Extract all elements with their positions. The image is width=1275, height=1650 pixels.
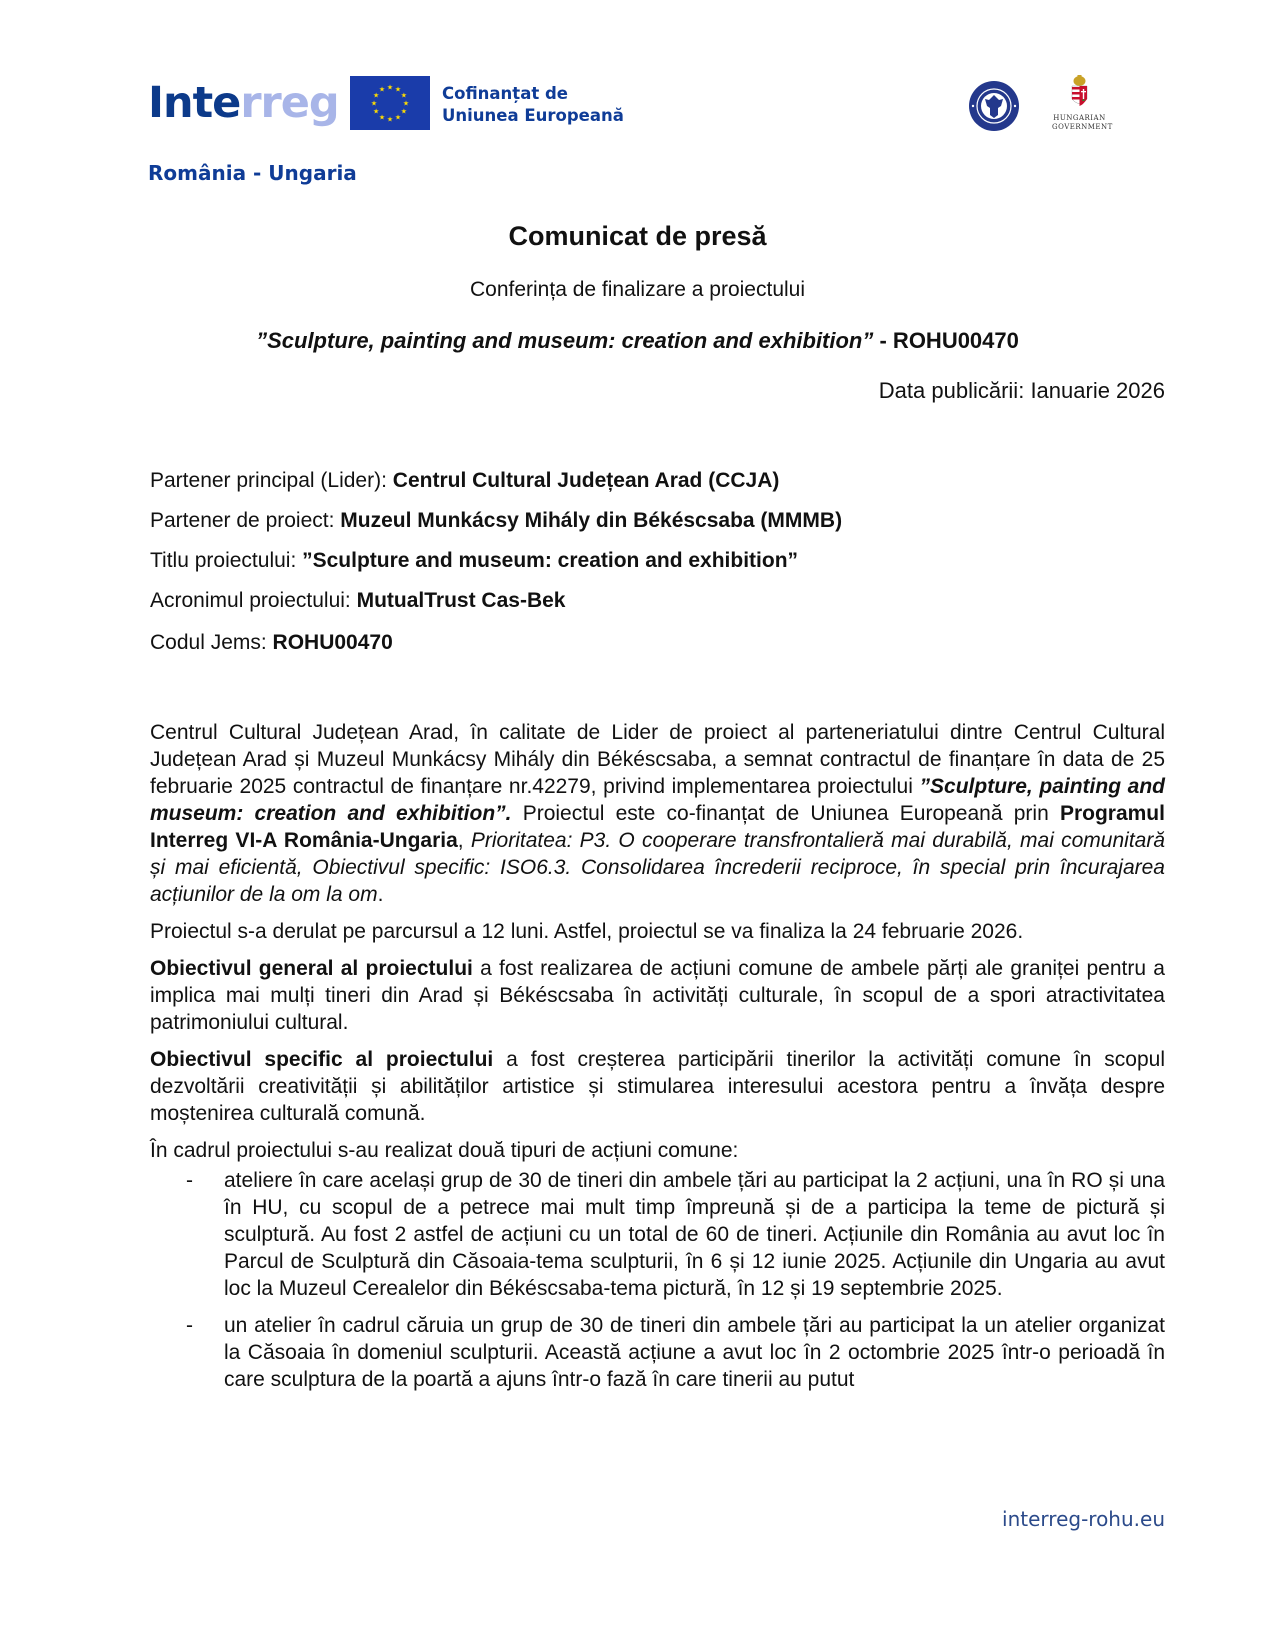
interreg-logo-part: Inte (148, 78, 241, 128)
eu-star-icon: ★ (370, 100, 378, 108)
list-item (150, 1167, 1165, 1302)
bullet-marker: - (186, 1169, 193, 1192)
text-run: , (457, 829, 471, 852)
project-title-emphasis: ”Sculpture, painting and museum: creation and exhibition”. (150, 775, 1165, 825)
eu-star-icon: ★ (394, 86, 402, 94)
project-code: - ROHU00470 (873, 328, 1019, 353)
interreg-logo (148, 78, 339, 128)
eu-star-icon: ★ (378, 86, 386, 94)
romanian-government-logo-icon (968, 80, 1020, 132)
list-item-text: ateliere în care același grup de 30 de tineri din ambele țări au participat la 2 acțiuni, una în RO și una în HU, cu scopul de a petrece mai mult timp împreună și de a participa la teme de pictură și sculptură. Au fost 2 astfel de acțiuni cu un total de 60 de tineri. Acțiunile din România au avut loc în Parcul de Sculptură din Căsoaia-tema sculpturii, în 6 și 12 iunie 2025. Acțiunile din Ungaria au avut loc la Muzeul Cerealelor din Békéscsaba-tema pictură, în 12 și 19 septembrie 2025. (224, 1169, 1165, 1300)
info-value: ”Sculpture and museum: creation and exhibition” (302, 549, 799, 572)
info-jems-code (150, 631, 393, 655)
text-run: Proiectul este co-finanțat de Uniunea Europeană prin (511, 802, 1060, 825)
interreg-logo-part: eg (280, 78, 339, 128)
publication-date-value: Ianuarie 2026 (1030, 378, 1165, 403)
bullet-marker: - (186, 1314, 193, 1337)
info-value: Muzeul Munkácsy Mihály din Békéscsaba (MMMB) (340, 509, 843, 532)
info-lead-partner (150, 469, 779, 493)
interreg-logo-part: rr (240, 78, 281, 128)
info-value: MutualTrust Cas-Bek (356, 589, 566, 612)
info-label: Partener de proiect: (150, 509, 341, 532)
program-name: Programul Interreg VI-A România-Ungaria (150, 802, 1165, 852)
info-value: ROHU00470 (272, 631, 393, 654)
info-label: Acronimul proiectului: (150, 589, 357, 612)
info-project-partner (150, 509, 842, 533)
paragraph-general-objective (150, 955, 1165, 1036)
text-run: . (377, 883, 384, 906)
eu-star-icon: ★ (386, 116, 394, 124)
eu-star-icon: ★ (372, 92, 380, 100)
info-label: Codul Jems: (150, 631, 273, 654)
info-value: Centrul Cultural Județean Arad (CCJA) (392, 469, 780, 492)
eu-star-icon: ★ (394, 114, 402, 122)
publication-date-label: Data publicării (878, 378, 1019, 403)
eu-star-icon: ★ (372, 108, 380, 116)
specific-objective-label: Obiectivul specific al proiectului (150, 1048, 494, 1071)
text-run: Centrul Cultural Județean Arad, în calitate de Lider de proiect al parteneriatului dintre Centrul Cultural Județean Arad și Muzeul Munkácsy Mihály din Békéscsaba, a semnat contractul de finanțare în data de 25 februarie 2025 contractul de finanțare nr.42279, privind implementarea proiectului (150, 721, 1165, 798)
hu-gov-line-2: GOVERNMENT (1052, 123, 1113, 131)
priority-objective: Prioritatea: P3. O cooperare transfrontalieră mai durabilă, mai comunitară și mai eficientă, Obiectivul specific: ISO6.3. Consolidarea încrederii reciproce, în special prin încurajarea acțiunilor de la om la om (150, 829, 1165, 906)
eu-star-icon: ★ (400, 92, 408, 100)
info-label: Titlu proiectului: (150, 549, 303, 572)
info-acronym (150, 589, 565, 613)
paragraph-intro (150, 719, 1165, 908)
body-text (150, 719, 1165, 1174)
text-run: a fost realizarea de acțiuni comune de ambele părți ale graniței pentru a implica mai mulți tineri din Arad și Békéscsaba în activități culturale, în scopul de a spori atractivitatea patrimoniului cultural. (150, 957, 1165, 1034)
publication-date-separator: : (1018, 378, 1031, 403)
footer-website-link[interactable]: interreg-rohu.eu (1002, 1507, 1165, 1531)
eu-cofinancing-label (442, 83, 624, 127)
paragraph-duration: Proiectul s-a derulat pe parcursul a 12 luni. Astfel, proiectul se va finaliza la 24 februarie 2026. (150, 920, 1024, 943)
eu-star-icon: ★ (402, 100, 410, 108)
actions-list (150, 1167, 1165, 1403)
hu-gov-line-1: HUNGARIAN (1053, 114, 1106, 122)
subtitle: Conferința de finalizare a proiectului (469, 278, 806, 301)
text-run: a fost creșterea participării tinerilor la activități comune în scopul dezvoltării creativității și abilităților artistice și stimularea interesului acestora pentru a învăța despre moștenirea culturală comună. (150, 1048, 1165, 1125)
project-title-line (0, 328, 1275, 354)
list-item (150, 1312, 1165, 1393)
publication-date (879, 378, 1165, 404)
eu-line-2: Uniunea Europeană (442, 106, 624, 125)
hungarian-coat-of-arms-icon (1052, 75, 1107, 109)
page-title: Comunicat de presă (508, 221, 767, 251)
eu-star-icon: ★ (400, 108, 408, 116)
info-project-title (150, 549, 798, 573)
eu-star-icon: ★ (386, 84, 394, 92)
info-label: Partener principal (Lider): (150, 469, 393, 492)
eu-flag-icon (350, 76, 430, 130)
general-objective-label: Obiectivul general al proiectului (150, 957, 473, 980)
list-item-text: un atelier în cadrul căruia un grup de 30 de tineri din ambele țări au participat la un atelier organizat la Căsoaia în domeniul sculpturii. Această acțiune a avut loc în 2 octombrie 2025 într-o perioadă în care sculptura de la poartă a ajuns într-o fază în care tinerii au putut (224, 1314, 1165, 1391)
program-region: România - Ungaria (148, 161, 357, 185)
eu-line-1: Cofinanțat de (442, 84, 568, 103)
hungarian-government-logo (1052, 75, 1113, 135)
eu-star-icon: ★ (378, 114, 386, 122)
project-title: ”Sculpture, painting and museum: creation and exhibition” (256, 328, 874, 353)
paragraph-actions-intro: În cadrul proiectului s-au realizat două tipuri de acțiuni comune: (150, 1139, 739, 1162)
paragraph-specific-objective (150, 1046, 1165, 1127)
